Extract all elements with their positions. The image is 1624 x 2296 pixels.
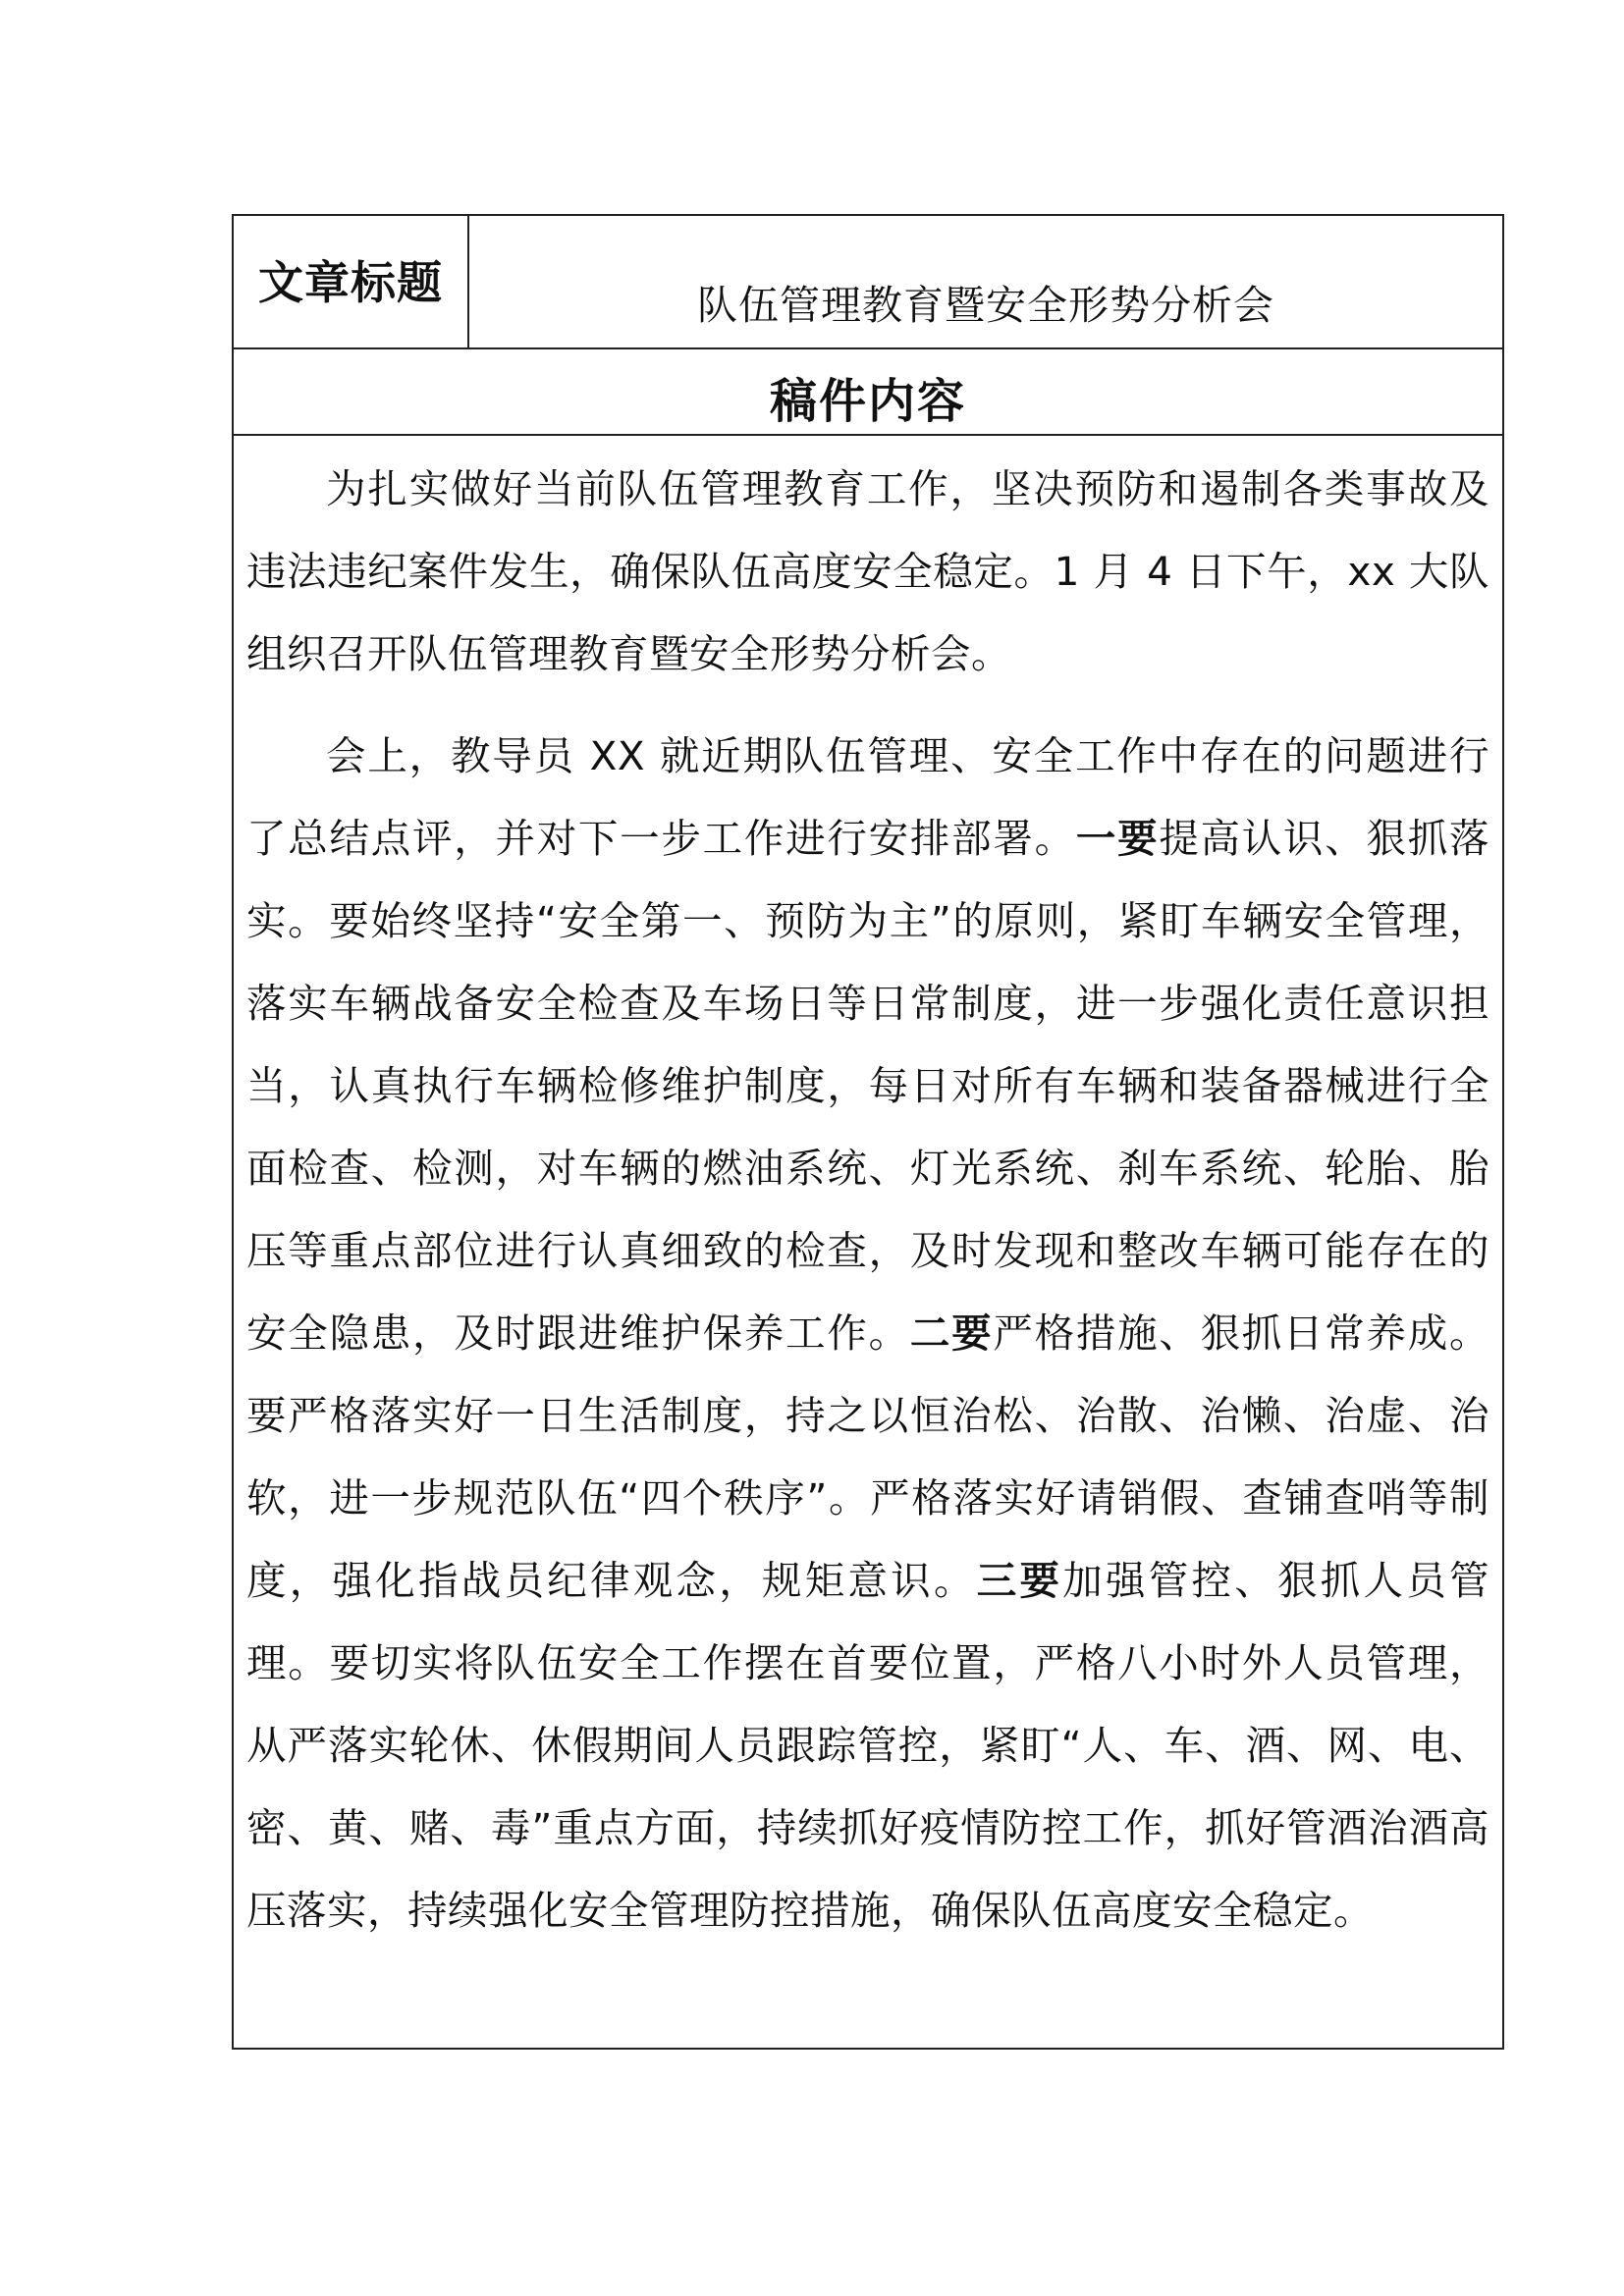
paragraph-2-point-3: 加强管控、狠抓人员管理。要切实将队伍安全工作摆在首要位置，严格八小时外人员管理，从严落实轮休、休假期间人员跟踪管控，紧盯“人、车、酒、网、电、密、黄、赌、毒”重点方面，持续抓好疫情防控工作，抓好管酒治酒高压落实，持续强化安全管理防控措施，确保队伍高度安全稳定。 — [246, 1557, 1489, 1934]
title-value-cell — [469, 216, 1502, 347]
content-header: 稿件内容 — [769, 374, 966, 429]
manuscript-content — [246, 436, 1489, 1951]
article-title: 队伍管理教育暨安全形势分析会 — [697, 282, 1274, 329]
paragraph-2-intro: 会上，教导员 XX 就近期队伍管理、安全工作中存在的问题进行了总结点评，并对下一步工作进行安排部署。 — [246, 732, 1489, 862]
paragraph-2-point-1: 提高认识、狠抓落实。要始终坚持“安全第一、预防为主”的原则，紧盯车辆安全管理，落实车辆战备安全检查及车场日等日常制度，进一步强化责任意识担当，认真执行车辆检修维护制度，每日对所有车辆和装备器械进行全面检查、检测，对车辆的燃油系统、灯光系统、刹车系统、轮胎、胎压等重点部位进行认真细致的检查，及时发现和整改车辆可能存在的安全隐患，及时跟进维护保养工作。 — [246, 815, 1490, 1357]
paragraph-1: 为扎实做好当前队伍管理教育工作，坚决预防和遏制各类事故及违法违纪案件发生，确保队伍高度安全稳定。1 月 4 日下午，xx 大队组织召开队伍管理教育暨安全形势分析会。 — [246, 465, 1489, 677]
keyword-first: 一要 — [1075, 815, 1160, 862]
content-header-row — [234, 349, 1502, 436]
document-table — [232, 214, 1504, 2050]
paragraph-2-point-2: 严格措施、狠抓日常养成。要严格落实好一日生活制度，持之以恒治松、治散、治懒、治虚、治软，进一步规范队伍“四个秩序”。严格落实好请销假、查铺查哨等制度，强化指战员纪律观念，规矩意识。 — [246, 1309, 1490, 1604]
title-label: 文章标题 — [258, 256, 443, 309]
title-label-cell — [234, 216, 469, 347]
title-row — [234, 216, 1502, 349]
paragraph-2 — [246, 715, 1489, 1951]
keyword-third: 三要 — [976, 1557, 1063, 1604]
keyword-second: 二要 — [909, 1309, 994, 1357]
